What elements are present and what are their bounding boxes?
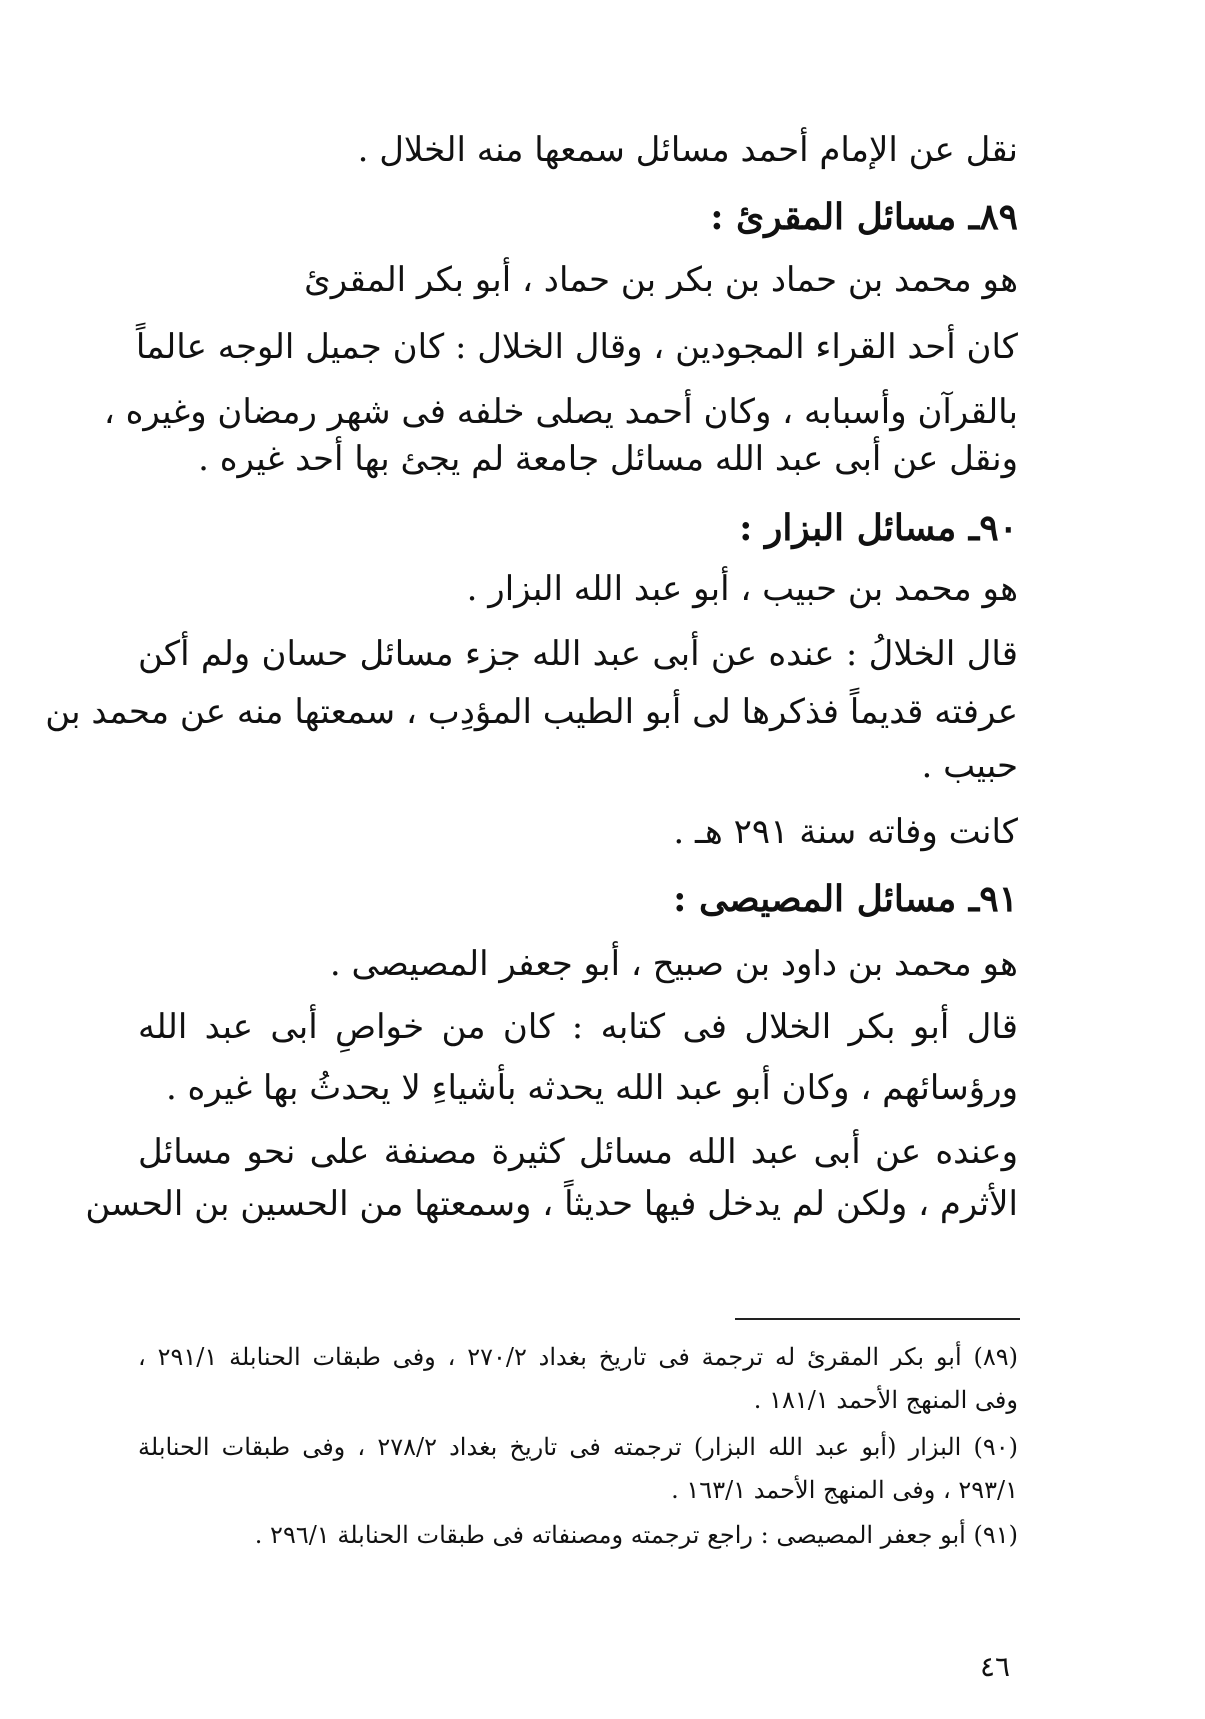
footnote-90-line-2: ٢٩٣/١ ، وفى المنهج الأحمد ١٦٣/١ . (671, 1476, 1018, 1504)
page-number: ٤٦ (979, 1650, 1011, 1683)
entry-91-line-3: ورؤسائهم ، وكان أبو عبد الله يحدثه بأشياءِ لا يحدثُ بها غيره . (165, 1068, 1018, 1108)
entry-heading-89: ٨٩ـ مسائل المقرئ : (710, 196, 1018, 238)
footnote-89-line-2: وفى المنهج الأحمد ١٨١/١ . (753, 1386, 1018, 1414)
intro-line: نقل عن الإمام أحمد مسائل سمعها منه الخلال . (357, 130, 1018, 170)
entry-91-line-4: وعنده عن أبى عبد الله مسائل كثيرة مصنفة على نحو مسائل (138, 1132, 1018, 1172)
entry-90-line-2: قال الخلالُ : عنده عن أبى عبد الله جزء مسائل حسان ولم أكن (138, 634, 1018, 674)
entry-89-line-4: ونقل عن أبى عبد الله مسائل جامعة لم يجئ بها أحد غيره . (198, 439, 1018, 479)
entry-heading-91: ٩١ـ مسائل المصيصى : (673, 878, 1018, 920)
entry-90-line-4: حبيب . (921, 746, 1018, 786)
entry-89-line-2: كان أحد القراء المجودين ، وقال الخلال : كان جميل الوجه عالماً (135, 327, 1018, 367)
entry-89-line-3: بالقرآن وأسبابه ، وكان أحمد يصلى خلفه فى شهر رمضان وغيره ، (103, 392, 1018, 432)
entry-89-line-1: هو محمد بن حماد بن بكر بن حماد ، أبو بكر المقرئ (304, 260, 1018, 300)
footnote-90-line-1: (٩٠) البزار (أبو عبد الله البزار) ترجمته فى تاريخ بغداد ٢٧٨/٢ ، وفى طبقات الحنابلة (138, 1433, 1018, 1461)
entry-90-line-1: هو محمد بن حبيب ، أبو عبد الله البزار . (466, 569, 1018, 609)
entry-heading-90: ٩٠ـ مسائل البزار : (739, 507, 1018, 549)
entry-91-line-2: قال أبو بكر الخلال فى كتابه : كان من خواصِ أبى عبد الله (138, 1007, 1018, 1047)
entry-91-line-5: الأثرم ، ولكن لم يدخل فيها حديثاً ، وسمعتها من الحسين بن الحسن (85, 1184, 1018, 1224)
footnote-89-line-1: (٨٩) أبو بكر المقرئ له ترجمة فى تاريخ بغداد ٢٧٠/٢ ، وفى طبقات الحنابلة ٢٩١/١ ، (138, 1343, 1019, 1371)
entry-90-line-5: كانت وفاته سنة ٢٩١ هـ . (673, 812, 1018, 852)
entry-90-line-3: عرفته قديماً فذكرها لى أبو الطيب المؤدِب ، سمعتها منه عن محمد بن (45, 692, 1018, 732)
footnote-91-line-1: (٩١) أبو جعفر المصيصى : راجع ترجمته ومصنفاته فى طبقات الحنابلة ٢٩٦/١ . (254, 1521, 1018, 1549)
entry-91-line-1: هو محمد بن داود بن صبيح ، أبو جعفر المصيصى . (329, 944, 1018, 984)
footnote-separator (735, 1318, 1020, 1320)
